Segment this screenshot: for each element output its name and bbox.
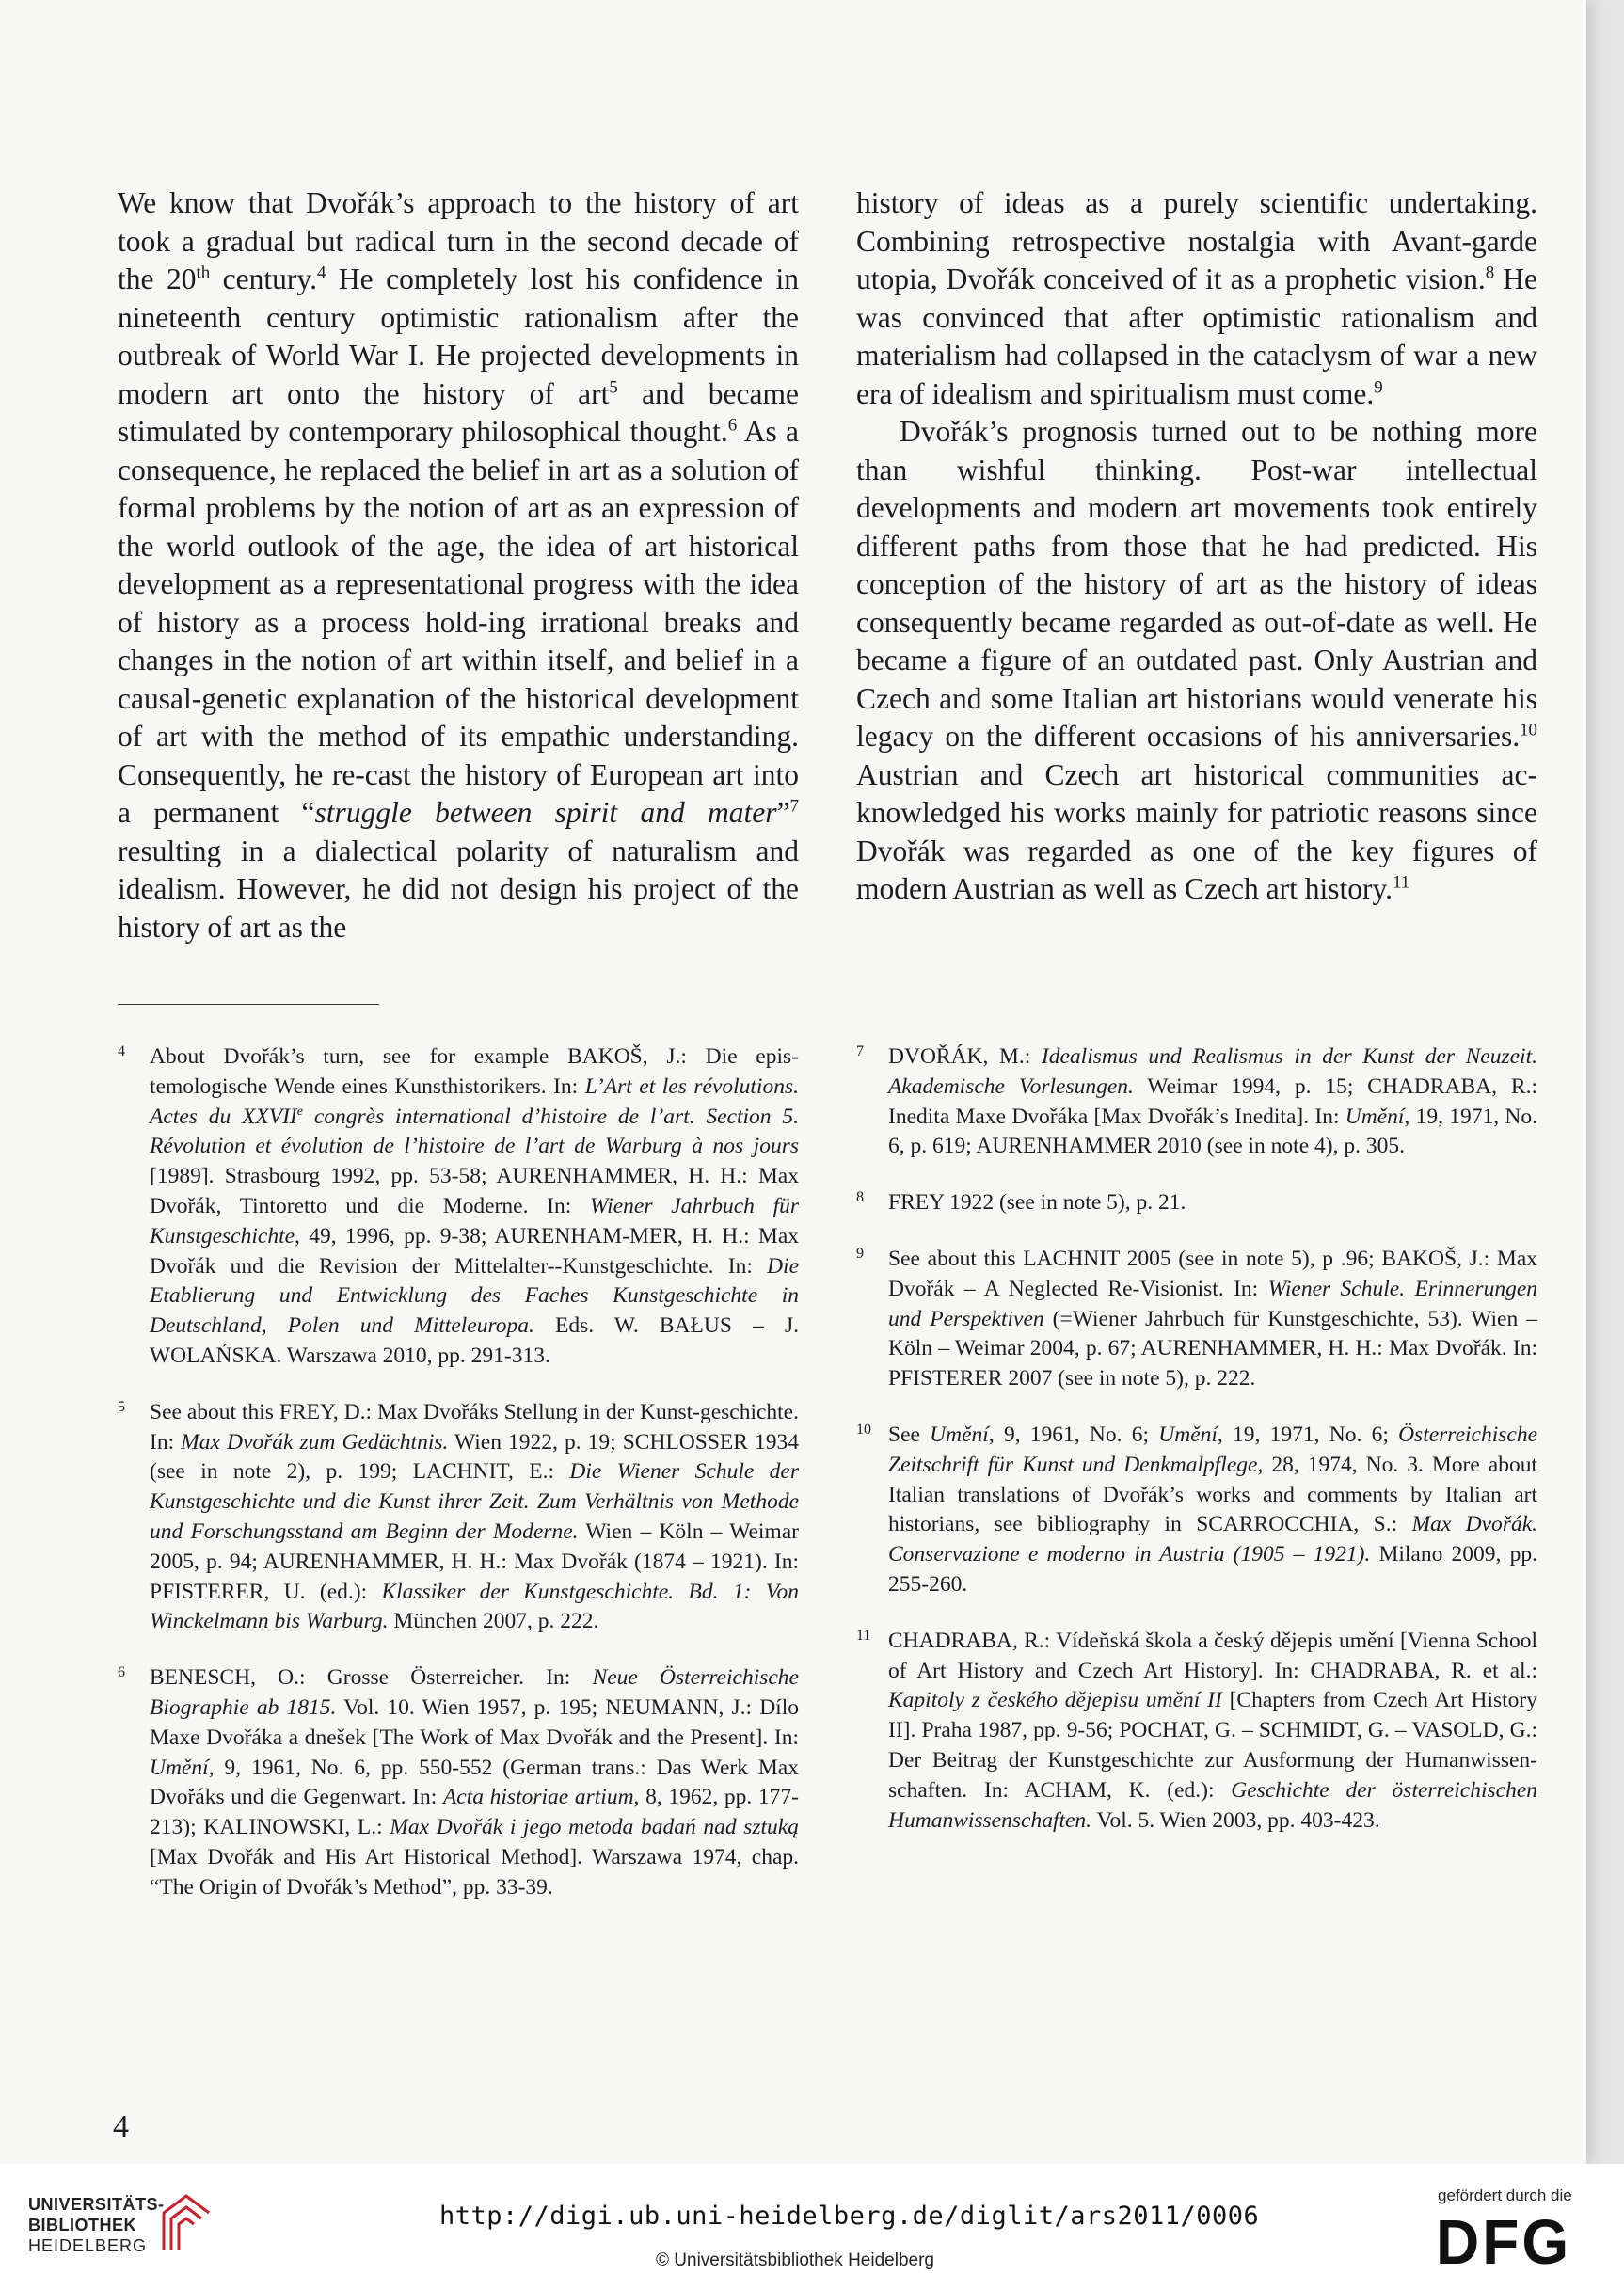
right-column-body <box>856 184 1537 909</box>
right-body-paragraph-1: history of ideas as a purely scientific undertaking. Combining retrospective nostalgia with Avant-garde utopia, Dvořák conceived of it as a prophetic vision.$^8$ He was convinced that after optimistic rationalism and materialism had collapsed in the cataclysm of war a new era of idealism and spiritualism must come.$^9$ <box>856 186 1538 410</box>
page-number: 4 <box>113 2109 129 2144</box>
footnote-text: About Dvořák’s turn, see for example BAKOŠ, J.: Die epis-temologische Wende eines Kunsthistorikers. In: L’Art et les révolutions. Actes du XXVIIe congrès international d’histoire de l’art. Section 5. Révolution et évolution de l’histoire de l’art de Warburg à nos jours [1989]. Strasbourg 1992, pp. 53-58; AURENHAMMER, H. H.: Max Dvořák, Tintoretto und die Moderne. In: Wiener Jahrbuch für Kunstgeschichte, 49, 1996, pp. 9-38; AURENHAM-MER, H. H.: Max Dvořák und die Revision der Mittelalter--Kunstgeschichte. In: Die Etablierung und Entwicklung des Faches Kunstgeschichte in Deutschland, Polen und Mitteleuropa. Eds. W. BAŁUS – J. WOLAŃSKA. Warszawa 2010, pp. 291-313. <box>150 1044 800 1368</box>
footnote-6 <box>118 1663 799 1902</box>
library-logo[interactable] <box>28 2194 165 2256</box>
left-column-body <box>118 184 799 946</box>
footnotes-left <box>118 1042 799 1930</box>
footnote-number: 5 <box>118 1398 125 1415</box>
footnote-number: 8 <box>856 1189 864 1206</box>
footnote-text: See Umění, 9, 1961, No. 6; Umění, 19, 1971, No. 6; Österreichische Zeitschrift für Kunst und Denkmalpflege, 28, 1974, No. 3. More about Italian translations of Dvořák’s works and comments by Italian art historians, see bibliography in SCARROCCHIA, S.: Max Dvořák. Conservazione e moderno in Austria (1905 – 1921). Milano 2009, pp. 255-260. <box>888 1422 1538 1597</box>
footnote-5 <box>118 1398 799 1637</box>
right-body-paragraph-2: Dvořák’s prognosis turned out to be nothing more than wishful thinking. Post-war intellectual developments and modern art movements took entirely different paths from those that he had predicted. His conception of the history of art as the history of ideas consequently became regarded as out-of-date as well. He became a figure of an outdated past. Only Austrian and Czech and some Italian art historians would venerate his legacy on the different occasions of his anniversaries.$^{10}$ Austrian and Czech art historical communities ac-knowledged his works mainly for patriotic reasons since Dvořák was regarded as one of the key figures of modern Austrian as well as Czech art history.$^{11}$ <box>856 415 1537 905</box>
footnote-10 <box>856 1421 1537 1600</box>
footnote-8 <box>856 1188 1537 1218</box>
footnote-number: 9 <box>856 1245 864 1262</box>
footnote-9 <box>856 1245 1537 1394</box>
funder-label: gefördert durch die <box>1438 2187 1572 2204</box>
footnote-number: 11 <box>856 1627 871 1644</box>
footnote-4 <box>118 1042 799 1372</box>
footnote-text: See about this LACHNIT 2005 (see in note 5), p .96; BAKOŠ, J.: Max Dvořák – A Neglected Re-Visionist. In: Wiener Schule. Erinnerungen und Perspektiven (=Wiener Jahrbuch für Kunstgeschichte, 53). Wien – Köln – Weimar 2004, p. 67; AURENHAMMER, H. H.: Max Dvořák. In: PFISTERER 2007 (see in note 5), p. 222. <box>888 1246 1538 1391</box>
copyright-notice: © Universitätsbibliothek Heidelberg <box>656 2250 934 2270</box>
footnote-text: FREY 1922 (see in note 5), p. 21. <box>888 1190 1186 1216</box>
library-name-line1: UNIVERSITÄTS- <box>28 2195 165 2214</box>
footnote-text: CHADRABA, R.: Vídeňská škola a český dějepis umění [Vienna School of Art History and Czech Art History]. In: CHADRABA, R. et al.: Kapitoly z českého dějepisu umění II [Chapters from Czech Art History II]. Praha 1987, pp. 9-56; POCHAT, G. – SCHMIDT, G. – VASOLD, G.: Der Beitrag der Kunstgeschichte zur Ausformung der Humanwissen-schaften. In: ACHAM, K. (ed.): Geschichte der österreichischen Humanwissenschaften. Vol. 5. Wien 2003, pp. 403-423. <box>888 1628 1537 1833</box>
footnotes-right <box>856 1042 1537 1862</box>
footnote-number: 4 <box>118 1043 125 1059</box>
library-name-line2: BIBLIOTHEK <box>28 2216 136 2234</box>
footnote-text: See about this FREY, D.: Max Dvořáks Stellung in der Kunst-geschichte. In: Max Dvořák zum Gedächtnis. Wien 1922, p. 19; SCHLOSSER 1934 (see in note 2), p. 199; LACHNIT, E.: Die Wiener Schule der Kunstgeschichte und die Kunst ihrer Zeit. Zum Verhältnis von Methode und Forschungsstand am Beginn der Moderne. Wien – Köln – Weimar 2005, p. 94; AURENHAMMER, H. H.: Max Dvořák (1874 – 1921). In: PFISTERER, U. (ed.): Klassiker der Kunstgeschichte. Bd. 1: Von Winckelmann bis Warburg. München 2007, p. 222. <box>150 1399 800 1634</box>
footnote-number: 7 <box>856 1043 864 1059</box>
footnote-11 <box>856 1627 1537 1837</box>
footnote-number: 10 <box>856 1421 871 1438</box>
footnote-text: BENESCH, O.: Grosse Österreicher. In: Neue Österreichische Biographie ab 1815. Vol. 10. Wien 1957, p. 195; NEUMANN, J.: Dílo Maxe Dvořáka a dnešek [The Work of Max Dvořák and the Present]. In: Umění, 9, 1961, No. 6, pp. 550-552 (German trans.: Das Werk Max Dvořáks und die Gegenwart. In: Acta historiae artium, 8, 1962, pp. 177-213); KALINOWSKI, L.: Max Dvořák i jego metoda badań nad sztuką [Max Dvořák and His Art Historical Method]. Warszawa 1974, chap. “The Origin of Dvořák’s Method”, pp. 33-39. <box>150 1665 799 1900</box>
left-body-paragraph-1: We know that Dvořák’s approach to the history of art took a gradual but radical turn in the second decade of the 20th century.$^4$ He completely lost his confidence in nineteenth century optimistic rationalism after the outbreak of World War I. He projected developments in modern art onto the history of art$^5$ and became stimulated by contemporary philosophical thought.$^6$ As a consequence, he replaced the belief in art as a solution of formal problems by the notion of art as an expression of the world outlook of the age, the idea of art historical development as a representational progress with the idea of history as a process hold-ing irrational breaks and changes in the notion of art within itself, and belief in a causal-genetic explanation of the historical development of art with the method of its empathic understanding. Consequently, he re-cast the history of European art into a permanent “struggle between spirit and mater”$^7$ resulting in a dialectical polarity of naturalism and idealism. However, he did not design his project of the history of art as the <box>118 186 799 944</box>
footnote-number: 6 <box>118 1664 125 1681</box>
footnote-text: DVOŘÁK, M.: Idealismus und Realismus in der Kunst der Neuzeit. Akademische Vorlesungen. Weimar 1994, p. 15; CHADRABA, R.: Inedita Maxe Dvořáka [Max Dvořák’s Inedita]. In: Umění, 19, 1971, No. 6, p. 619; AURENHAMMER 2010 (see in note 4), p. 305. <box>888 1044 1537 1159</box>
permalink-url[interactable]: http://digi.ub.uni-heidelberg.de/diglit/ars2011/0006 <box>439 2202 1260 2231</box>
footer-bar <box>0 2164 1624 2290</box>
dfg-logo[interactable]: DFG <box>1436 2206 1572 2278</box>
footnote-divider <box>118 1004 379 1005</box>
library-name-line3: HEIDELBERG <box>28 2236 148 2255</box>
footnote-7 <box>856 1042 1537 1162</box>
library-emblem-icon <box>158 2188 216 2256</box>
